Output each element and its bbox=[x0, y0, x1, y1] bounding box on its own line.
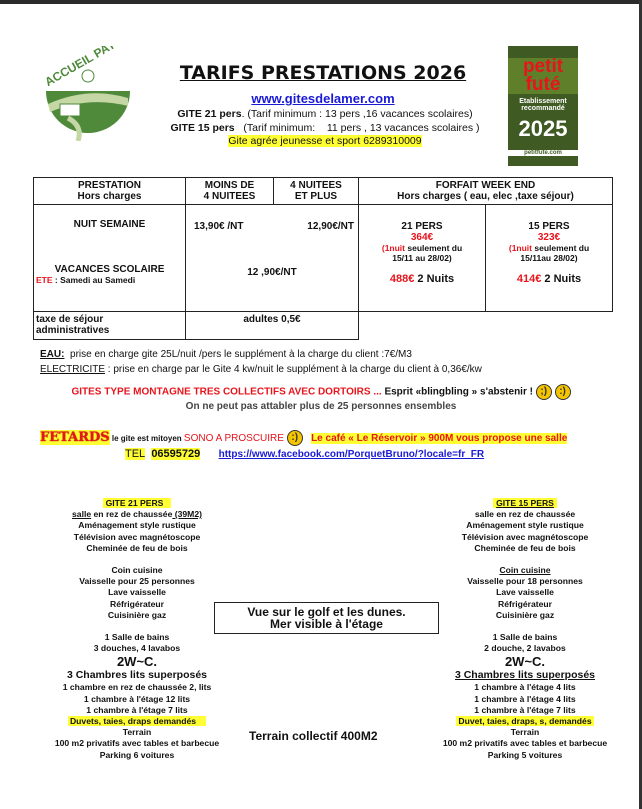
fetards-line: FETARDS le gite est mitoyen SONO A PROSCUIRE :) Le café « Le Réservoir » 900M vous propose une salle bbox=[40, 430, 568, 445]
petit-fute-logo: petit futé Etablissement recommandé 2025 petitfute.com bbox=[508, 46, 578, 166]
accueil-paysan-logo bbox=[38, 46, 138, 141]
window-top-edge bbox=[0, 0, 642, 4]
svg-text:ACCUEIL PAYSAN: ACCUEIL PAYSAN bbox=[42, 46, 138, 90]
weekend-15: 15 PERS 323€ (1nuit seulement du 15/11au 28/02) 414€ 2 Nuits bbox=[486, 205, 613, 312]
header-forfait: FORFAIT WEEK END Hors charges ( eau, elec ,taxe séjour) bbox=[359, 178, 613, 205]
notice-line2: On ne peut pas attabler plus de 25 personnes ensembles bbox=[185, 401, 457, 412]
gite21-minimum: GITE 21 pers. (Tarif minimum : 13 pers ,16 vacances scolaires) bbox=[177, 108, 473, 120]
gite15-minimum: GITE 15 pers (Tarif minimum: 11 pers , 13 vacances scolaires ) bbox=[170, 122, 480, 134]
smiley-icon: :) bbox=[287, 430, 303, 446]
eau-line: EAU: prise en charge gite 25L/nuit /pers le supplément à la charge du client :7€/M3 bbox=[40, 349, 412, 360]
page-title: TARIFS PRESTATIONS 2026 bbox=[179, 62, 467, 84]
header-plus4: 4 NUITEES ET PLUS bbox=[274, 178, 359, 205]
wink-smiley-icon: ;) bbox=[536, 384, 552, 400]
header-moins4: MOINS DE 4 NUITEES bbox=[186, 178, 274, 205]
vue-box: Vue sur le golf et les dunes. Mer visible à l'étage bbox=[214, 602, 439, 634]
row-taxe: taxe de séjour administratives bbox=[34, 312, 186, 340]
contact-line: TEL 06595729 https://www.facebook.com/PorquetBruno/?locale=fr_FR bbox=[125, 448, 485, 460]
tarifs-table bbox=[33, 177, 613, 340]
row-nuit-vacances: NUIT SEMAINE VACANCES SCOLAIRE ETE : Samedi au Samedi bbox=[34, 205, 186, 312]
weekend-21: 21 PERS 364€ (1nuit seulement du 15/11 au 28/02) 488€ 2 Nuits bbox=[359, 205, 486, 312]
website-link[interactable]: www.gitesdelamer.com bbox=[251, 91, 395, 106]
taxe-value: adultes 0,5€ bbox=[186, 312, 359, 340]
facebook-link[interactable]: https://www.facebook.com/PorquetBruno/?locale=fr_FR bbox=[218, 449, 485, 460]
smiley-icon: :) bbox=[555, 384, 571, 400]
notice-line: GITES TYPE MONTAGNE TRES COLLECTIFS AVEC DORTOIRS ... Esprit «blingbling » s'abstenir ! ;) :) bbox=[0, 384, 642, 400]
header-prestation: PRESTATION Hors charges bbox=[34, 178, 186, 205]
gite21-description: GITE 21 PERS salle en rez de chaussée (39M2) Aménagement style rustique Télévision avec magnétoscope Cheminée de feu de bois Coin cuisine Vaisselle pour 25 personnes Lave vaisselle Réfrigérateur Cuisinière gaz 1 Salle de bains 3 douches, 4 lavabos 2W~C. 3 Chambres lits superposés 1 chambre en rez de chaussée 2, lits 1 chambre à l'étage 12 lits 1 chambre à l'étage 7 lits Duvets, taies, draps demandés Terrain 100 m2 privatifs avec tables et barbecue Parking 6 voitures bbox=[54, 498, 220, 760]
gite15-description: GITE 15 PERS salle en rez de chaussée Aménagement style rustique Télévision avec magnétoscope Cheminée de feu de bois Coin cuisine Vaisselle pour 18 personnes Lave vaisselle Réfrigérateur Cuisinière gaz 1 Salle de bains 2 douche, 2 lavabos 2W~C. 3 Chambres lits superposés 1 chambre à l'étage 4 lits 1 chambre à l'étage 4 lits 1 chambre à l'étage 7 lits Duvet, taies, draps, s, demandés Terrain 100 m2 privatifs avec tables et barbecue Parking 5 voitures bbox=[442, 498, 608, 760]
prices-nuitees: 13,90€ /NT 12,90€/NT 12 ,90€/NT bbox=[186, 205, 359, 312]
terrain-collectif: Terrain collectif 400M2 bbox=[249, 729, 378, 743]
electricite-line: ELECTRICITE : prise en charge par le Gite 4 kw/nuit le supplément à la charge du client à 0,36€/kw bbox=[40, 364, 482, 375]
agrement: Gite agrée jeunesse et sport 6289310009 bbox=[228, 135, 422, 147]
